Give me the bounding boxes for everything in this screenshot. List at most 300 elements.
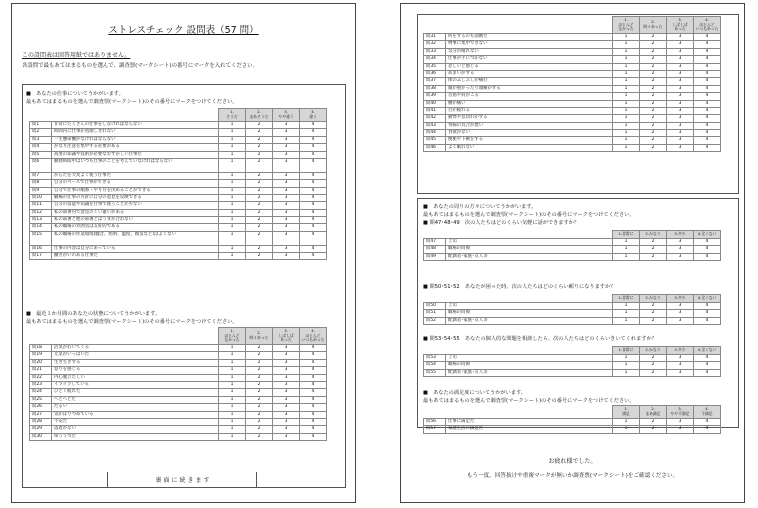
- answer-option-2: 2: [640, 137, 667, 144]
- answer-option-2: 2: [640, 303, 667, 310]
- answer-option-1: 1: [219, 396, 246, 403]
- question-row: [424, 63, 721, 70]
- answer-option-4: 4: [694, 70, 721, 77]
- question-row: [424, 130, 721, 137]
- question-row: [30, 253, 327, 260]
- answer-option-1: 1: [219, 202, 246, 209]
- question-number: 問47: [424, 239, 446, 246]
- answer-option-4: 4: [300, 151, 327, 158]
- choice-header-row: [424, 347, 721, 355]
- answer-option-1: 1: [219, 418, 246, 425]
- answer-option-3: 3: [667, 63, 694, 70]
- question-row: [424, 355, 721, 362]
- question-text: だるい: [52, 404, 219, 411]
- answer-option-3: 3: [667, 239, 694, 246]
- question-number: 問21: [30, 367, 52, 374]
- answer-option-4: 4: [694, 78, 721, 85]
- answer-option-1: 1: [219, 404, 246, 411]
- question-text: へとへとだ: [52, 396, 219, 403]
- question-text: 元気がいっぱいだ: [52, 352, 219, 359]
- answer-option-2: 2: [246, 411, 273, 418]
- question-number: 問54: [424, 362, 446, 369]
- answer-option-3: 3: [273, 374, 300, 381]
- answer-option-3: 3: [667, 115, 694, 122]
- question-number: 問50: [424, 303, 446, 310]
- choice-header-row: [30, 109, 327, 122]
- question-number: 問27: [30, 411, 52, 418]
- answer-option-3: 3: [273, 352, 300, 359]
- answer-option-3: 3: [667, 130, 694, 137]
- answer-option-1: 1: [613, 48, 640, 55]
- answer-option-1: 1: [219, 158, 246, 172]
- question-number: 問43: [424, 122, 446, 129]
- answer-option-1: 1: [613, 369, 640, 376]
- answer-option-4: 4: [300, 158, 327, 172]
- answer-option-3: 3: [667, 303, 694, 310]
- question-text: 私の部署と他の部署とはうまが合わない: [52, 217, 219, 224]
- question-text: 一生懸命働かなければならない: [52, 136, 219, 143]
- question-row: [30, 231, 327, 245]
- answer-option-2: 2: [640, 369, 667, 376]
- answer-option-4: 4: [300, 404, 327, 411]
- question-number: 問25: [30, 396, 52, 403]
- question-row: [30, 136, 327, 143]
- answer-option-3: 3: [273, 404, 300, 411]
- answer-option-1: 1: [613, 239, 640, 246]
- question-row: [424, 34, 721, 41]
- answer-option-3: 3: [273, 411, 300, 418]
- answer-option-4: 4: [300, 187, 327, 194]
- answer-option-1: 1: [613, 56, 640, 63]
- answer-option-4: 4: [300, 396, 327, 403]
- question-row: [30, 245, 327, 252]
- answer-option-3: 3: [273, 245, 300, 252]
- answer-option-4: 4: [694, 48, 721, 55]
- answer-option-1: 1: [613, 137, 640, 144]
- answer-option-1: 1: [613, 317, 640, 324]
- answer-option-4: 4: [694, 369, 721, 376]
- question-row: [30, 352, 327, 359]
- answer-option-2: 2: [640, 310, 667, 317]
- answer-option-1: 1: [613, 100, 640, 107]
- answer-option-3: 3: [667, 48, 694, 55]
- sub3-heading: ■ 問53･54･55 あなたの個人的な問題を相談したら、次の人たちはどのくらいきいてくれますか？: [423, 336, 657, 342]
- question-text: 職場の仕事の方針に自分の意見を反映できる: [52, 194, 219, 201]
- answer-option-4: 4: [694, 115, 721, 122]
- answer-option-2: 2: [640, 41, 667, 48]
- answer-option-4: 4: [694, 317, 721, 324]
- answer-option-3: 3: [667, 107, 694, 114]
- choice-header: 3. しばしば あった: [273, 328, 300, 345]
- answer-option-4: 4: [300, 202, 327, 209]
- answer-option-4: 4: [694, 107, 721, 114]
- question-text: 高度の知識や技術が必要なむずかしい仕事だ: [52, 151, 219, 158]
- answer-option-3: 3: [667, 41, 694, 48]
- answer-option-1: 1: [613, 93, 640, 100]
- question-text: 何をするのも面倒だ: [446, 34, 613, 41]
- answer-option-2: 2: [246, 129, 273, 136]
- answer-option-2: 2: [640, 362, 667, 369]
- choice-header: 4. 不満足: [694, 406, 721, 419]
- answer-option-4: 4: [300, 209, 327, 216]
- answer-option-2: 2: [640, 419, 667, 426]
- answer-option-2: 2: [246, 158, 273, 172]
- question-number: 問31: [424, 34, 446, 41]
- answer-option-2: 2: [640, 93, 667, 100]
- answer-option-3: 3: [273, 359, 300, 366]
- question-row: [30, 418, 327, 425]
- question-number: 問16: [30, 245, 52, 252]
- answer-option-4: 4: [694, 130, 721, 137]
- answer-option-2: 2: [246, 359, 273, 366]
- answer-option-4: 4: [300, 144, 327, 151]
- question-number: 問37: [424, 78, 446, 85]
- answer-option-4: 4: [694, 137, 721, 144]
- answer-option-3: 3: [273, 433, 300, 440]
- choice-header: 2.かなり: [640, 347, 667, 355]
- question-text: 動悸や息切れがする: [446, 115, 613, 122]
- answer-option-3: 3: [667, 253, 694, 260]
- question-number: 問32: [424, 41, 446, 48]
- header-spacer: [424, 295, 613, 303]
- question-number: 問22: [30, 374, 52, 381]
- question-row: [424, 56, 721, 63]
- question-text: めまいがする: [446, 70, 613, 77]
- question-number: 問1: [30, 122, 52, 129]
- question-text: 活気がわいてくる: [52, 345, 219, 352]
- question-text: 家庭生活に満足だ: [446, 426, 613, 433]
- answer-option-4: 4: [300, 345, 327, 352]
- header-spacer: [424, 231, 613, 239]
- question-text: 職場の同僚: [446, 310, 613, 317]
- page-title: ストレスチェック 設問表（57 問）: [108, 25, 259, 36]
- answer-option-3: 3: [273, 418, 300, 425]
- answer-option-3: 3: [667, 100, 694, 107]
- sub1-heading: ■ 問47･48･49 次の人たちはどのくらい気軽に話ができますか？: [423, 220, 580, 226]
- question-row: [30, 404, 327, 411]
- answer-option-4: 4: [300, 418, 327, 425]
- question-number: 問35: [424, 63, 446, 70]
- answer-option-4: 4: [694, 144, 721, 151]
- question-row: [30, 158, 327, 172]
- question-row: [424, 70, 721, 77]
- question-number: 問13: [30, 217, 52, 224]
- question-row: [424, 426, 721, 433]
- question-number: 問39: [424, 93, 446, 100]
- answer-option-3: 3: [667, 317, 694, 324]
- section-b-heading: ■ 最近１か月間のあなたの状態についてうかがいます。: [26, 311, 161, 317]
- answer-option-3: 3: [667, 362, 694, 369]
- answer-option-2: 2: [246, 345, 273, 352]
- answer-option-1: 1: [613, 78, 640, 85]
- header-spacer: [424, 406, 613, 419]
- question-number: 問42: [424, 115, 446, 122]
- question-text: 仕事に満足だ: [446, 419, 613, 426]
- answer-option-3: 3: [273, 217, 300, 224]
- answer-option-1: 1: [613, 41, 640, 48]
- answer-option-2: 2: [246, 418, 273, 425]
- question-row: [424, 144, 721, 151]
- section-e-heading: ■ あなたの満足度についてうかがいます。: [423, 390, 526, 396]
- question-text: 時間内に仕事が処理しきれない: [52, 129, 219, 136]
- answer-option-4: 4: [694, 362, 721, 369]
- answer-option-3: 3: [273, 122, 300, 129]
- choice-header: 3.多少: [667, 231, 694, 239]
- question-row: [424, 137, 721, 144]
- answer-option-3: 3: [667, 419, 694, 426]
- question-text: 配偶者･家族･友人等: [446, 369, 613, 376]
- answer-option-2: 2: [640, 70, 667, 77]
- answer-option-1: 1: [219, 245, 246, 252]
- question-row: [30, 359, 327, 366]
- answer-option-4: 4: [694, 93, 721, 100]
- answer-option-1: 1: [219, 151, 246, 158]
- question-number: 問14: [30, 224, 52, 231]
- question-text: 非常にたくさんの仕事をしなければならない: [52, 122, 219, 129]
- sub2-heading: ■ 問50･51･52 あなたが困った時、次の人たちはどのくらい頼りになりますか？: [423, 284, 616, 290]
- question-number: 問36: [424, 70, 446, 77]
- answer-option-2: 2: [246, 209, 273, 216]
- answer-option-2: 2: [246, 381, 273, 388]
- question-row: [424, 362, 721, 369]
- closing-note: もう一度、回答抜けや重複マークが無いか調査票(マークシート)をご確認ください。: [466, 473, 679, 479]
- answer-option-2: 2: [640, 107, 667, 114]
- header-spacer: [30, 328, 219, 345]
- question-number: 問8: [30, 180, 52, 187]
- answer-option-4: 4: [694, 310, 721, 317]
- question-number: 問51: [424, 310, 446, 317]
- question-text: 自分のペースで仕事ができる: [52, 180, 219, 187]
- answer-option-1: 1: [613, 310, 640, 317]
- question-row: [30, 180, 327, 187]
- question-row: [424, 239, 721, 246]
- question-number: 問10: [30, 194, 52, 201]
- answer-option-3: 3: [667, 56, 694, 63]
- answer-option-3: 3: [667, 144, 694, 151]
- question-number: 問15: [30, 231, 52, 245]
- instruction-text: 各設問で最もあてはまるものを選んで、調査票(マークシート)の番号にマークを入れてください。: [22, 63, 258, 69]
- question-text: 配偶者･家族･友人等: [446, 317, 613, 324]
- answer-option-1: 1: [613, 362, 640, 369]
- answer-option-1: 1: [219, 144, 246, 151]
- answer-option-3: 3: [273, 224, 300, 231]
- answer-option-2: 2: [246, 180, 273, 187]
- question-text: 私の職場の作業環境(騒音、照明、温度、換気など)はよくない: [52, 231, 219, 245]
- choice-header: 4.全くない: [694, 347, 721, 355]
- answer-option-2: 2: [246, 374, 273, 381]
- question-row: [424, 41, 721, 48]
- choice-header-row: [424, 17, 721, 34]
- answer-option-2: 2: [246, 144, 273, 151]
- answer-option-4: 4: [300, 352, 327, 359]
- answer-option-4: 4: [694, 100, 721, 107]
- answer-option-4: 4: [300, 217, 327, 224]
- choice-header: 4. ほとんど いつもあった: [694, 17, 721, 34]
- answer-option-2: 2: [246, 202, 273, 209]
- answer-option-4: 4: [300, 122, 327, 129]
- question-number: 問45: [424, 137, 446, 144]
- answer-option-1: 1: [219, 381, 246, 388]
- choice-header: 2. まあそうだ: [246, 109, 273, 122]
- answer-option-3: 3: [667, 85, 694, 92]
- answer-option-4: 4: [300, 381, 327, 388]
- choice-header: 3. やや不満足: [667, 406, 694, 419]
- answer-option-3: 3: [667, 369, 694, 376]
- choice-header-row: [424, 231, 721, 239]
- question-number: 問28: [30, 418, 52, 425]
- answer-option-4: 4: [694, 246, 721, 253]
- answer-option-4: 4: [300, 172, 327, 179]
- answer-option-2: 2: [640, 115, 667, 122]
- section-c-table: [423, 16, 721, 152]
- question-row: [424, 253, 721, 260]
- answer-option-2: 2: [246, 194, 273, 201]
- question-row: [30, 172, 327, 179]
- answer-option-1: 1: [219, 426, 246, 433]
- answer-option-4: 4: [694, 34, 721, 41]
- answer-option-2: 2: [640, 239, 667, 246]
- answer-option-1: 1: [219, 136, 246, 143]
- choice-header: 3. やや違う: [273, 109, 300, 122]
- question-text: 気がはりつめている: [52, 411, 219, 418]
- answer-option-3: 3: [667, 93, 694, 100]
- answer-option-4: 4: [300, 224, 327, 231]
- question-number: 問33: [424, 48, 446, 55]
- choice-header-row: [30, 328, 327, 345]
- question-text: 上司: [446, 355, 613, 362]
- question-text: 便秘や下痢をする: [446, 137, 613, 144]
- question-row: [30, 187, 327, 194]
- answer-option-4: 4: [300, 245, 327, 252]
- question-text: 首筋や肩がこる: [446, 93, 613, 100]
- section-d-heading: ■ あなたの周りの方々についてうかがいます。: [423, 204, 537, 210]
- question-text: 内心腹立たしい: [52, 374, 219, 381]
- section-e-instruction: 最もあてはまるものを選んで調査票(マークシート)のその番号にマークをつけてください。: [423, 398, 635, 404]
- question-text: 配偶者･家族･友人等: [446, 253, 613, 260]
- choice-header: 1.非常に: [613, 231, 640, 239]
- question-row: [424, 100, 721, 107]
- answer-option-3: 3: [667, 246, 694, 253]
- answer-option-2: 2: [246, 217, 273, 224]
- answer-option-4: 4: [300, 253, 327, 260]
- answer-option-3: 3: [667, 137, 694, 144]
- answer-option-2: 2: [640, 426, 667, 433]
- question-number: 問26: [30, 404, 52, 411]
- question-number: 問18: [30, 345, 52, 352]
- question-row: [424, 317, 721, 324]
- question-text: 落着かない: [52, 426, 219, 433]
- answer-option-3: 3: [273, 381, 300, 388]
- question-row: [30, 217, 327, 224]
- question-text: 腰が痛い: [446, 100, 613, 107]
- question-number: 問24: [30, 389, 52, 396]
- answer-option-1: 1: [219, 194, 246, 201]
- answer-option-2: 2: [246, 253, 273, 260]
- answer-option-1: 1: [219, 374, 246, 381]
- question-row: [30, 389, 327, 396]
- question-number: 問4: [30, 144, 52, 151]
- answer-option-1: 1: [219, 359, 246, 366]
- answer-option-3: 3: [273, 136, 300, 143]
- question-number: 問55: [424, 369, 446, 376]
- answer-option-4: 4: [694, 355, 721, 362]
- answer-option-1: 1: [613, 246, 640, 253]
- question-number: 問40: [424, 100, 446, 107]
- question-text: かなり注意を集中する必要がある: [52, 144, 219, 151]
- question-text: 上司: [446, 239, 613, 246]
- answer-option-3: 3: [273, 367, 300, 374]
- answer-option-3: 3: [667, 122, 694, 129]
- question-row: [424, 419, 721, 426]
- answer-option-3: 3: [667, 355, 694, 362]
- answer-option-1: 1: [219, 253, 246, 260]
- question-row: [424, 310, 721, 317]
- question-row: [30, 345, 327, 352]
- answer-option-1: 1: [613, 144, 640, 151]
- choice-header: 1. ほとんど なかった: [219, 328, 246, 345]
- answer-option-3: 3: [273, 144, 300, 151]
- answer-option-4: 4: [694, 85, 721, 92]
- answer-option-4: 4: [300, 374, 327, 381]
- section-b-table: [29, 327, 327, 441]
- answer-option-3: 3: [273, 202, 300, 209]
- question-number: 問6: [30, 158, 52, 172]
- answer-option-1: 1: [219, 122, 246, 129]
- answer-option-3: 3: [667, 310, 694, 317]
- answer-option-2: 2: [246, 426, 273, 433]
- answer-option-2: 2: [246, 404, 273, 411]
- answer-option-3: 3: [273, 158, 300, 172]
- answer-option-4: 4: [300, 194, 327, 201]
- answer-option-2: 2: [246, 224, 273, 231]
- question-number: 問5: [30, 151, 52, 158]
- answer-option-3: 3: [273, 396, 300, 403]
- answer-option-1: 1: [613, 253, 640, 260]
- question-row: [424, 122, 721, 129]
- question-text: 自分の技能や知識を仕事で使うことが少ない: [52, 202, 219, 209]
- question-number: 問23: [30, 381, 52, 388]
- question-row: [30, 122, 327, 129]
- sub2-table: [423, 294, 721, 325]
- question-number: 問20: [30, 359, 52, 366]
- questionnaire-page-1: [11, 3, 356, 503]
- answer-option-2: 2: [246, 396, 273, 403]
- answer-option-2: 2: [640, 130, 667, 137]
- answer-option-4: 4: [300, 136, 327, 143]
- question-row: [30, 144, 327, 151]
- answer-option-4: 4: [300, 411, 327, 418]
- answer-option-1: 1: [219, 389, 246, 396]
- question-row: [424, 115, 721, 122]
- question-row: [30, 202, 327, 209]
- answer-option-1: 1: [219, 217, 246, 224]
- answer-option-3: 3: [273, 209, 300, 216]
- question-text: ゆううつだ: [52, 433, 219, 440]
- choice-header: 4. 違う: [300, 109, 327, 122]
- answer-option-4: 4: [694, 56, 721, 63]
- answer-option-2: 2: [640, 63, 667, 70]
- question-number: 問3: [30, 136, 52, 143]
- question-text: よく眠れない: [446, 144, 613, 151]
- question-row: [30, 411, 327, 418]
- question-number: 問11: [30, 202, 52, 209]
- answer-option-1: 1: [613, 85, 640, 92]
- sub3-table: [423, 346, 721, 377]
- answer-option-2: 2: [640, 85, 667, 92]
- answer-option-2: 2: [246, 151, 273, 158]
- question-text: 職場の同僚: [446, 362, 613, 369]
- answer-option-3: 3: [273, 345, 300, 352]
